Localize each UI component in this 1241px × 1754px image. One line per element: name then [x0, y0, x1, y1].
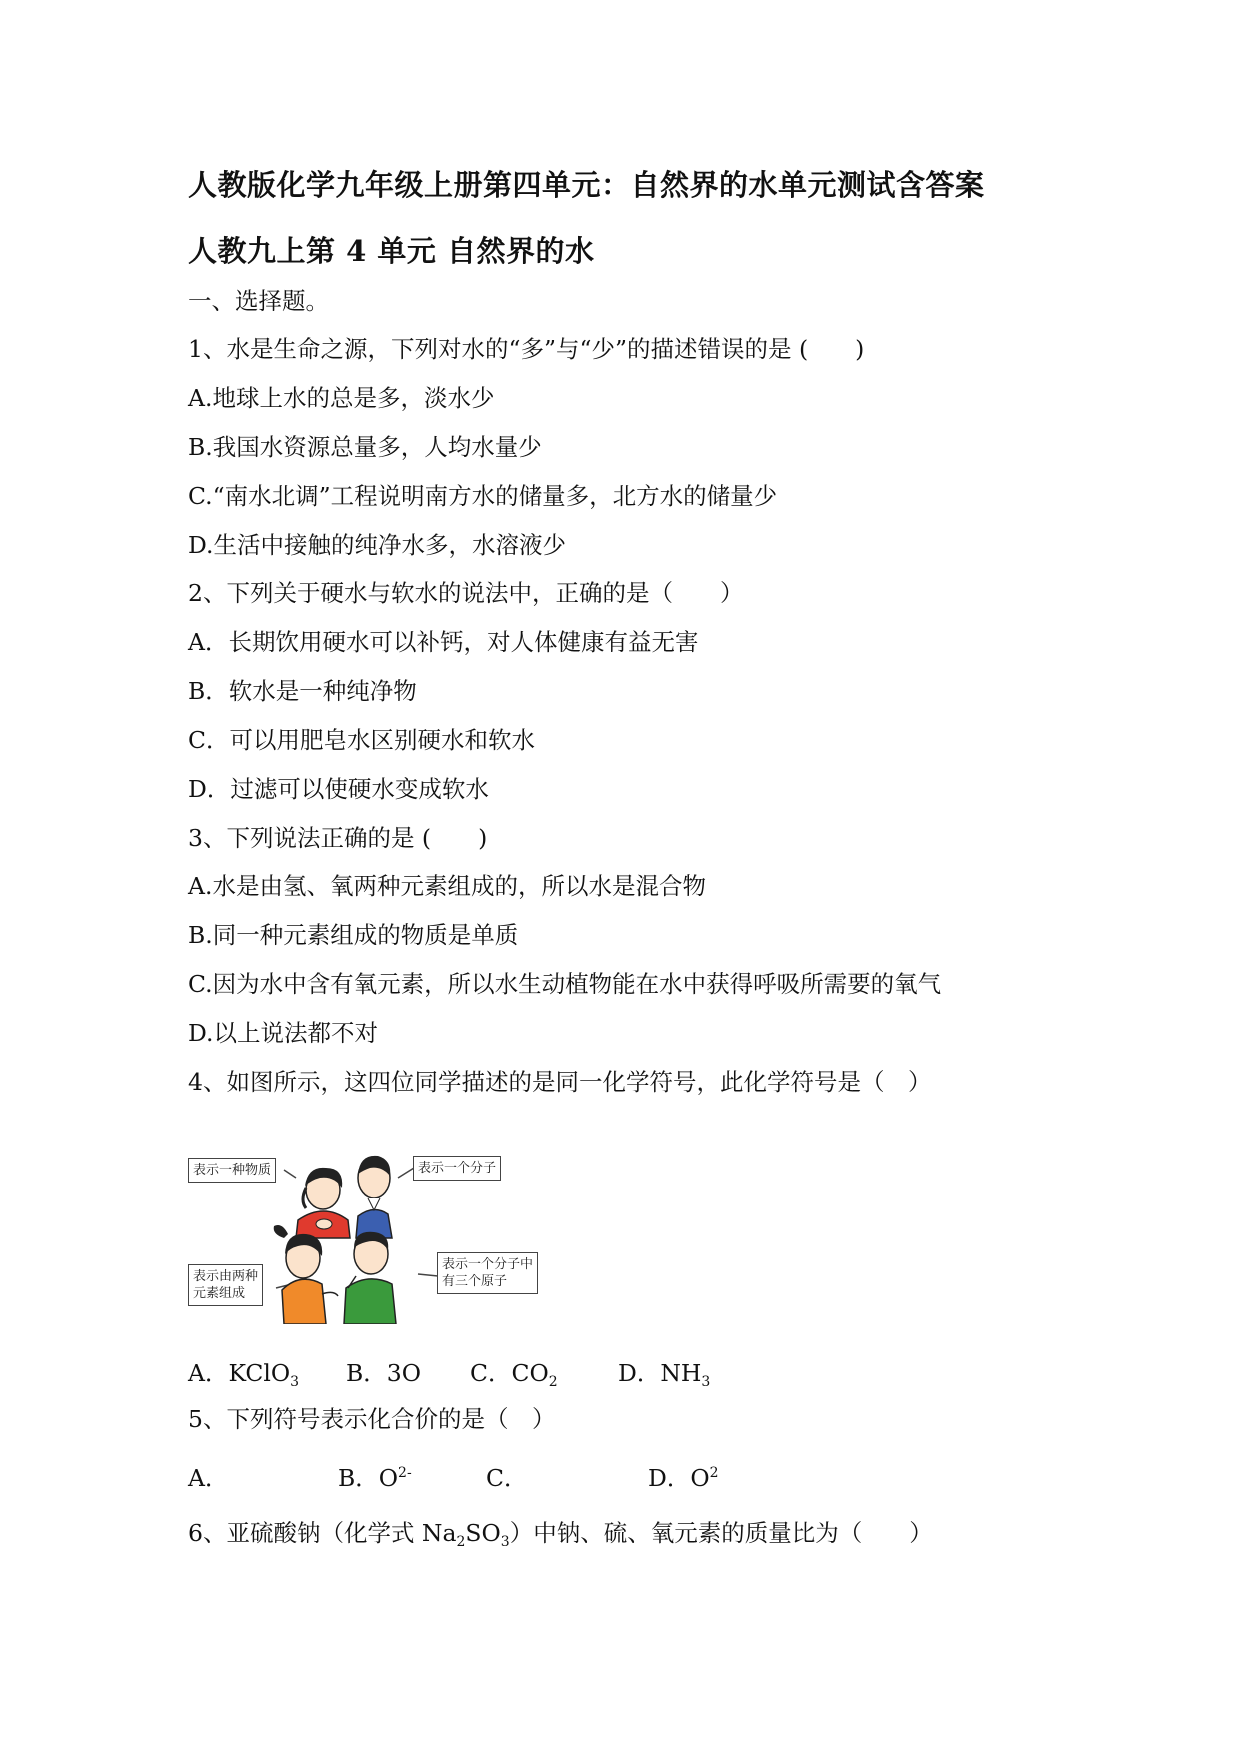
question-1-option-d: D.生活中接触的纯净水多，水溶液少 — [188, 531, 566, 559]
question-4-option-d: D．$NH_3$ — [618, 1359, 711, 1390]
question-3-stem: 3、下列说法正确的是 ( ) — [188, 824, 488, 852]
question-2-option-c: C．可以用肥皂水区别硬水和软水 — [188, 726, 535, 754]
speech-bubble-three-atoms: 表示一个分子中 有三个原子 — [437, 1252, 538, 1294]
question-4-stem: 4、如图所示，这四位同学描述的是同一化学符号，此化学符号是（ ） — [188, 1068, 932, 1096]
student-boy-bottom-right — [344, 1232, 396, 1324]
question-6-stem: 6、亚硫酸钠（化学式 $Na_2SO_3$）中钠、硫、氧元素的质量比为（ ） — [188, 1519, 933, 1550]
question-1-stem: 1、水是生命之源，下列对水的“多”与“少”的描述错误的是 ( ) — [188, 335, 865, 363]
question-4-option-a: A．KClO$_3$ — [188, 1359, 300, 1390]
question-3-option-a: A.水是由氢、氧两种元素组成的，所以水是混合物 — [188, 872, 706, 900]
four-students-figure — [188, 1138, 568, 1324]
document-subtitle: 人教九上第 4 单元 自然界的水 — [188, 234, 595, 268]
student-girl-top-left — [296, 1168, 350, 1238]
question-2-stem: 2、下列关于硬水与软水的说法中，正确的是（ ） — [188, 579, 744, 607]
question-3-option-d: D.以上说法都不对 — [188, 1019, 378, 1047]
speech-bubble-substance: 表示一种物质 — [188, 1158, 276, 1183]
question-2-option-b: B．软水是一种纯净物 — [188, 677, 417, 705]
student-boy-top-right — [356, 1156, 392, 1238]
question-4-option-b: B．3O — [346, 1359, 421, 1387]
question-2-option-a: A．长期饮用硬水可以补钙，对人体健康有益无害 — [188, 628, 699, 656]
speech-bubble-molecule: 表示一个分子 — [413, 1156, 501, 1181]
question-5-option-c: C． — [486, 1464, 528, 1492]
student-girl-bottom-left — [274, 1225, 338, 1324]
question-1-option-c: C.“南水北调”工程说明南方水的储量多，北方水的储量少 — [188, 482, 778, 510]
question-3-option-b: B.同一种元素组成的物质是单质 — [188, 921, 519, 949]
section-heading: 一、选择题。 — [188, 287, 329, 315]
question-1-option-b: B.我国水资源总量多，人均水量少 — [188, 433, 542, 461]
question-5-option-b: B．$O^{2-}$ — [338, 1464, 412, 1492]
question-1-option-a: A.地球上水的总是多，淡水少 — [188, 384, 495, 412]
question-2-option-d: D．过滤可以使硬水变成软水 — [188, 775, 489, 803]
question-3-option-c: C.因为水中含有氧元素，所以水生动植物能在水中获得呼吸所需要的氧气 — [188, 970, 942, 998]
question-5-option-d: D．$O^2$ — [648, 1464, 719, 1492]
question-5-option-a: A． — [188, 1464, 229, 1492]
question-5-stem: 5、下列符号表示化合价的是（ ） — [188, 1405, 556, 1433]
question-4-option-c: C．$CO_2$ — [470, 1359, 558, 1390]
document-title: 人教版化学九年级上册第四单元：自然界的水单元测试含答案 — [188, 168, 985, 202]
speech-bubble-two-elements: 表示由两种 元素组成 — [188, 1264, 263, 1306]
